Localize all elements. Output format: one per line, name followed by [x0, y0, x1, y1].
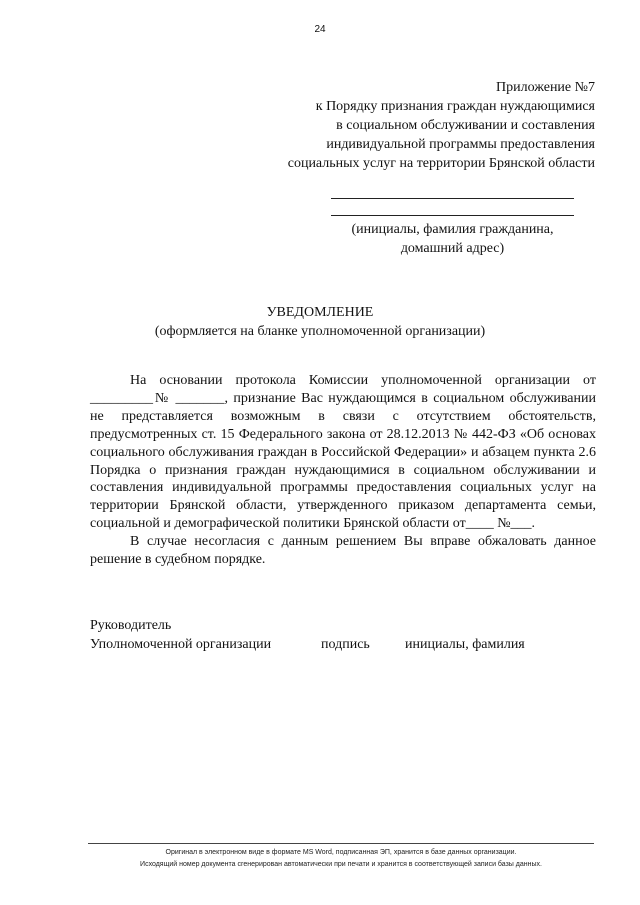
document-subtitle: (оформляется на бланке уполномоченной организации)	[154, 324, 486, 339]
footer-line: Оригинал в электронном виде в формате MS Word, подписанная ЭП, хранится в базе данных организации.	[165, 849, 517, 856]
recipient-blank-line	[331, 186, 574, 199]
signature-role: Руководитель	[90, 618, 172, 633]
appendix-line: Приложение №7	[496, 80, 595, 95]
signature-name-label: инициалы, фамилия	[405, 637, 525, 652]
recipient-caption-line: домашний адрес)	[400, 241, 505, 256]
body-paragraph: В случае несогласия с данным решением Вы вправе обжаловать данное решение в судебном порядке.	[90, 534, 596, 568]
notice-body	[90, 372, 596, 569]
body-paragraph: На основании протокола Комиссии уполномоченной организации от _________№ _______, признание Вас нуждающимся в социальном обслуживании не представляется возможным в связи с отсутствием обстоятельств, предусмотренных ст. 15 Федерального закона от 28.12.2013 № 442-ФЗ «Об основах социального обслуживания граждан в Российской Федерации» и абзацем пункта 2.6 Порядка о признания граждан нуждающимися в социальном обслуживании и составления индивидуальной программы предоставления социальных услуг на территории Брянской области, утвержденного приказом департамента семьи, социальной и демографической политики Брянской области от____ №___.	[90, 373, 596, 532]
signature-organization: Уполномоченной организации	[90, 637, 272, 652]
appendix-header	[195, 78, 595, 173]
page-number: 24	[314, 24, 326, 35]
recipient-block	[331, 186, 574, 258]
appendix-line: в социальном обслуживании и составления	[336, 118, 595, 133]
title-block	[0, 303, 640, 341]
signature-block	[90, 616, 596, 654]
signature-row	[90, 635, 596, 654]
appendix-line: социальных услуг на территории Брянской области	[287, 156, 595, 171]
recipient-caption	[331, 220, 574, 258]
appendix-line: индивидуальной программы предоставления	[326, 137, 595, 152]
recipient-caption-line: (инициалы, фамилия гражданина,	[351, 222, 554, 237]
document-title: УВЕДОМЛЕНИЕ	[266, 305, 374, 320]
footer-note	[88, 843, 594, 871]
appendix-line: к Порядку признания граждан нуждающимися	[315, 99, 595, 114]
footer-line: Исходящий номер документа сгенерирован автоматически при печати и хранится в соответствующей записи базы данных.	[140, 861, 542, 868]
recipient-blank-line	[331, 203, 574, 216]
signature-label: подпись	[321, 637, 370, 652]
